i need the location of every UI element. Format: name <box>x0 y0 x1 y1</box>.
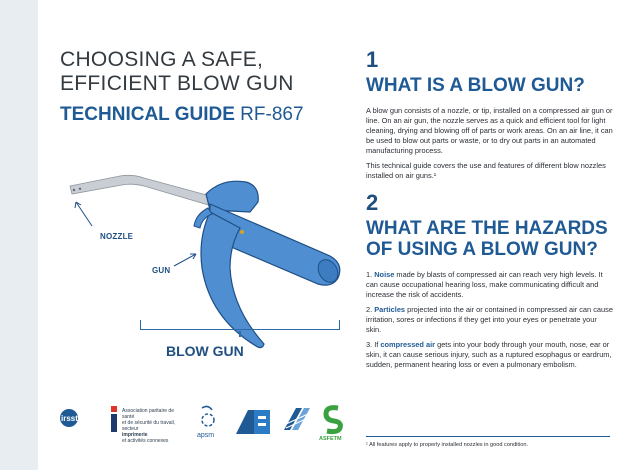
association-line3: imprimerie <box>122 432 148 438</box>
bracket-tick <box>239 331 241 337</box>
section2-title <box>366 218 614 260</box>
irsst-logo <box>58 402 96 442</box>
title-block <box>60 48 350 126</box>
hazard-3-keyword: compressed air <box>380 340 436 349</box>
irsst-logo-text: irsst <box>61 414 78 423</box>
gun-arrow <box>174 254 196 266</box>
blow-gun-caption: BLOW GUN <box>166 343 244 359</box>
hazard-2-text: projected into the air or contained in compressed air can cause irritation, sores or infections if they get into your eyes or penetrate your skin. <box>366 305 613 334</box>
irsst-logo-mark <box>58 402 96 442</box>
hazard-item-compressed-air <box>366 340 614 370</box>
main-title-line1: CHOOSING A SAFE, <box>60 48 264 71</box>
nozzle-arrow <box>76 202 92 226</box>
asfetm-logo <box>318 402 348 442</box>
association-line1: Association paritaire de santé <box>122 408 174 420</box>
main-title <box>60 48 350 96</box>
association-line2: et de sécurité du travail, secteur <box>122 420 176 432</box>
blow-gun-illustration <box>60 168 350 378</box>
nozzle-label: NOZZLE <box>100 232 134 241</box>
asfetm-logo-text: ASFETM <box>319 436 342 442</box>
nozzle-hole-2 <box>79 188 81 190</box>
hazard-1-prefix: 1. <box>366 270 375 279</box>
hazard-item-particles <box>366 305 614 335</box>
association-logo-caption <box>122 408 182 444</box>
hazard-1-text: made by blasts of compressed air can reach very high levels. It can cause occupational hearing loss, make communicating difficult and increase the risk of accidents. <box>366 270 603 299</box>
guide-subtitle <box>60 104 350 126</box>
association-line4: et activités connexes <box>122 438 169 444</box>
gun-label: GUN <box>152 266 171 275</box>
association-logo <box>108 402 180 442</box>
hazard-1-keyword: Noise <box>374 270 395 279</box>
nozzle-hole-1 <box>73 189 75 191</box>
stripes-logo-mark <box>282 402 312 442</box>
section2-number: 2 <box>366 190 379 215</box>
hazard-2-prefix: 2. <box>366 305 375 314</box>
footnote-divider <box>366 436 610 437</box>
hazard-item-noise <box>366 270 614 300</box>
ap-logo-mark <box>234 402 274 442</box>
section1-paragraph-2: This technical guide covers the use and features of different blow nozzles installed on air guns.¹ <box>366 161 606 180</box>
right-column <box>366 48 614 370</box>
section1-title: WHAT IS A BLOW GUN? <box>366 75 585 96</box>
stripes-logo <box>282 402 312 442</box>
asfetm-logo-mark <box>318 402 348 442</box>
left-color-band <box>0 0 38 470</box>
section1-number: 1 <box>366 47 379 72</box>
hazard-3-text: gets into your body through your mouth, nose, ear or skin, it can cause serious injury, such as a ruptured esophagus or eardrum, sudden, permanent hearing loss or even a pulmonary embolism. <box>366 340 612 369</box>
nozzle-tube <box>70 175 212 206</box>
section2-title-line1: WHAT ARE THE HAZARDS <box>366 218 608 239</box>
blow-gun-bracket <box>140 320 340 330</box>
hazard-3-prefix: 3. If <box>366 340 381 349</box>
gun-pin <box>240 230 244 234</box>
footnote: ¹ All features apply to properly installed nozzles in good condition. <box>366 442 529 448</box>
subtitle-strong: TECHNICAL GUIDE <box>60 104 235 125</box>
apsm-logo-mark <box>194 402 222 442</box>
hazard-2-keyword: Particles <box>374 305 406 314</box>
section2-title-line2: OF USING A BLOW GUN? <box>366 239 598 260</box>
subtitle-code: RF-867 <box>240 104 304 125</box>
apsm-logo <box>194 402 222 442</box>
apsm-logo-text: apsm <box>197 432 215 439</box>
partner-logos <box>58 402 348 442</box>
ap-logo <box>234 402 274 442</box>
section1-paragraph-1: A blow gun consists of a nozzle, or tip, installed on a compressed air gun or line. On an air gun, the nozzle serves as a quick and efficient tool for light cleaning, drying and blowing off of parts or work areas. On an air line, it can be used to blow out parts or waste, or to dry out parts in an automated manufacturing process. <box>366 106 613 155</box>
main-title-line2: EFFICIENT BLOW GUN <box>60 72 294 95</box>
